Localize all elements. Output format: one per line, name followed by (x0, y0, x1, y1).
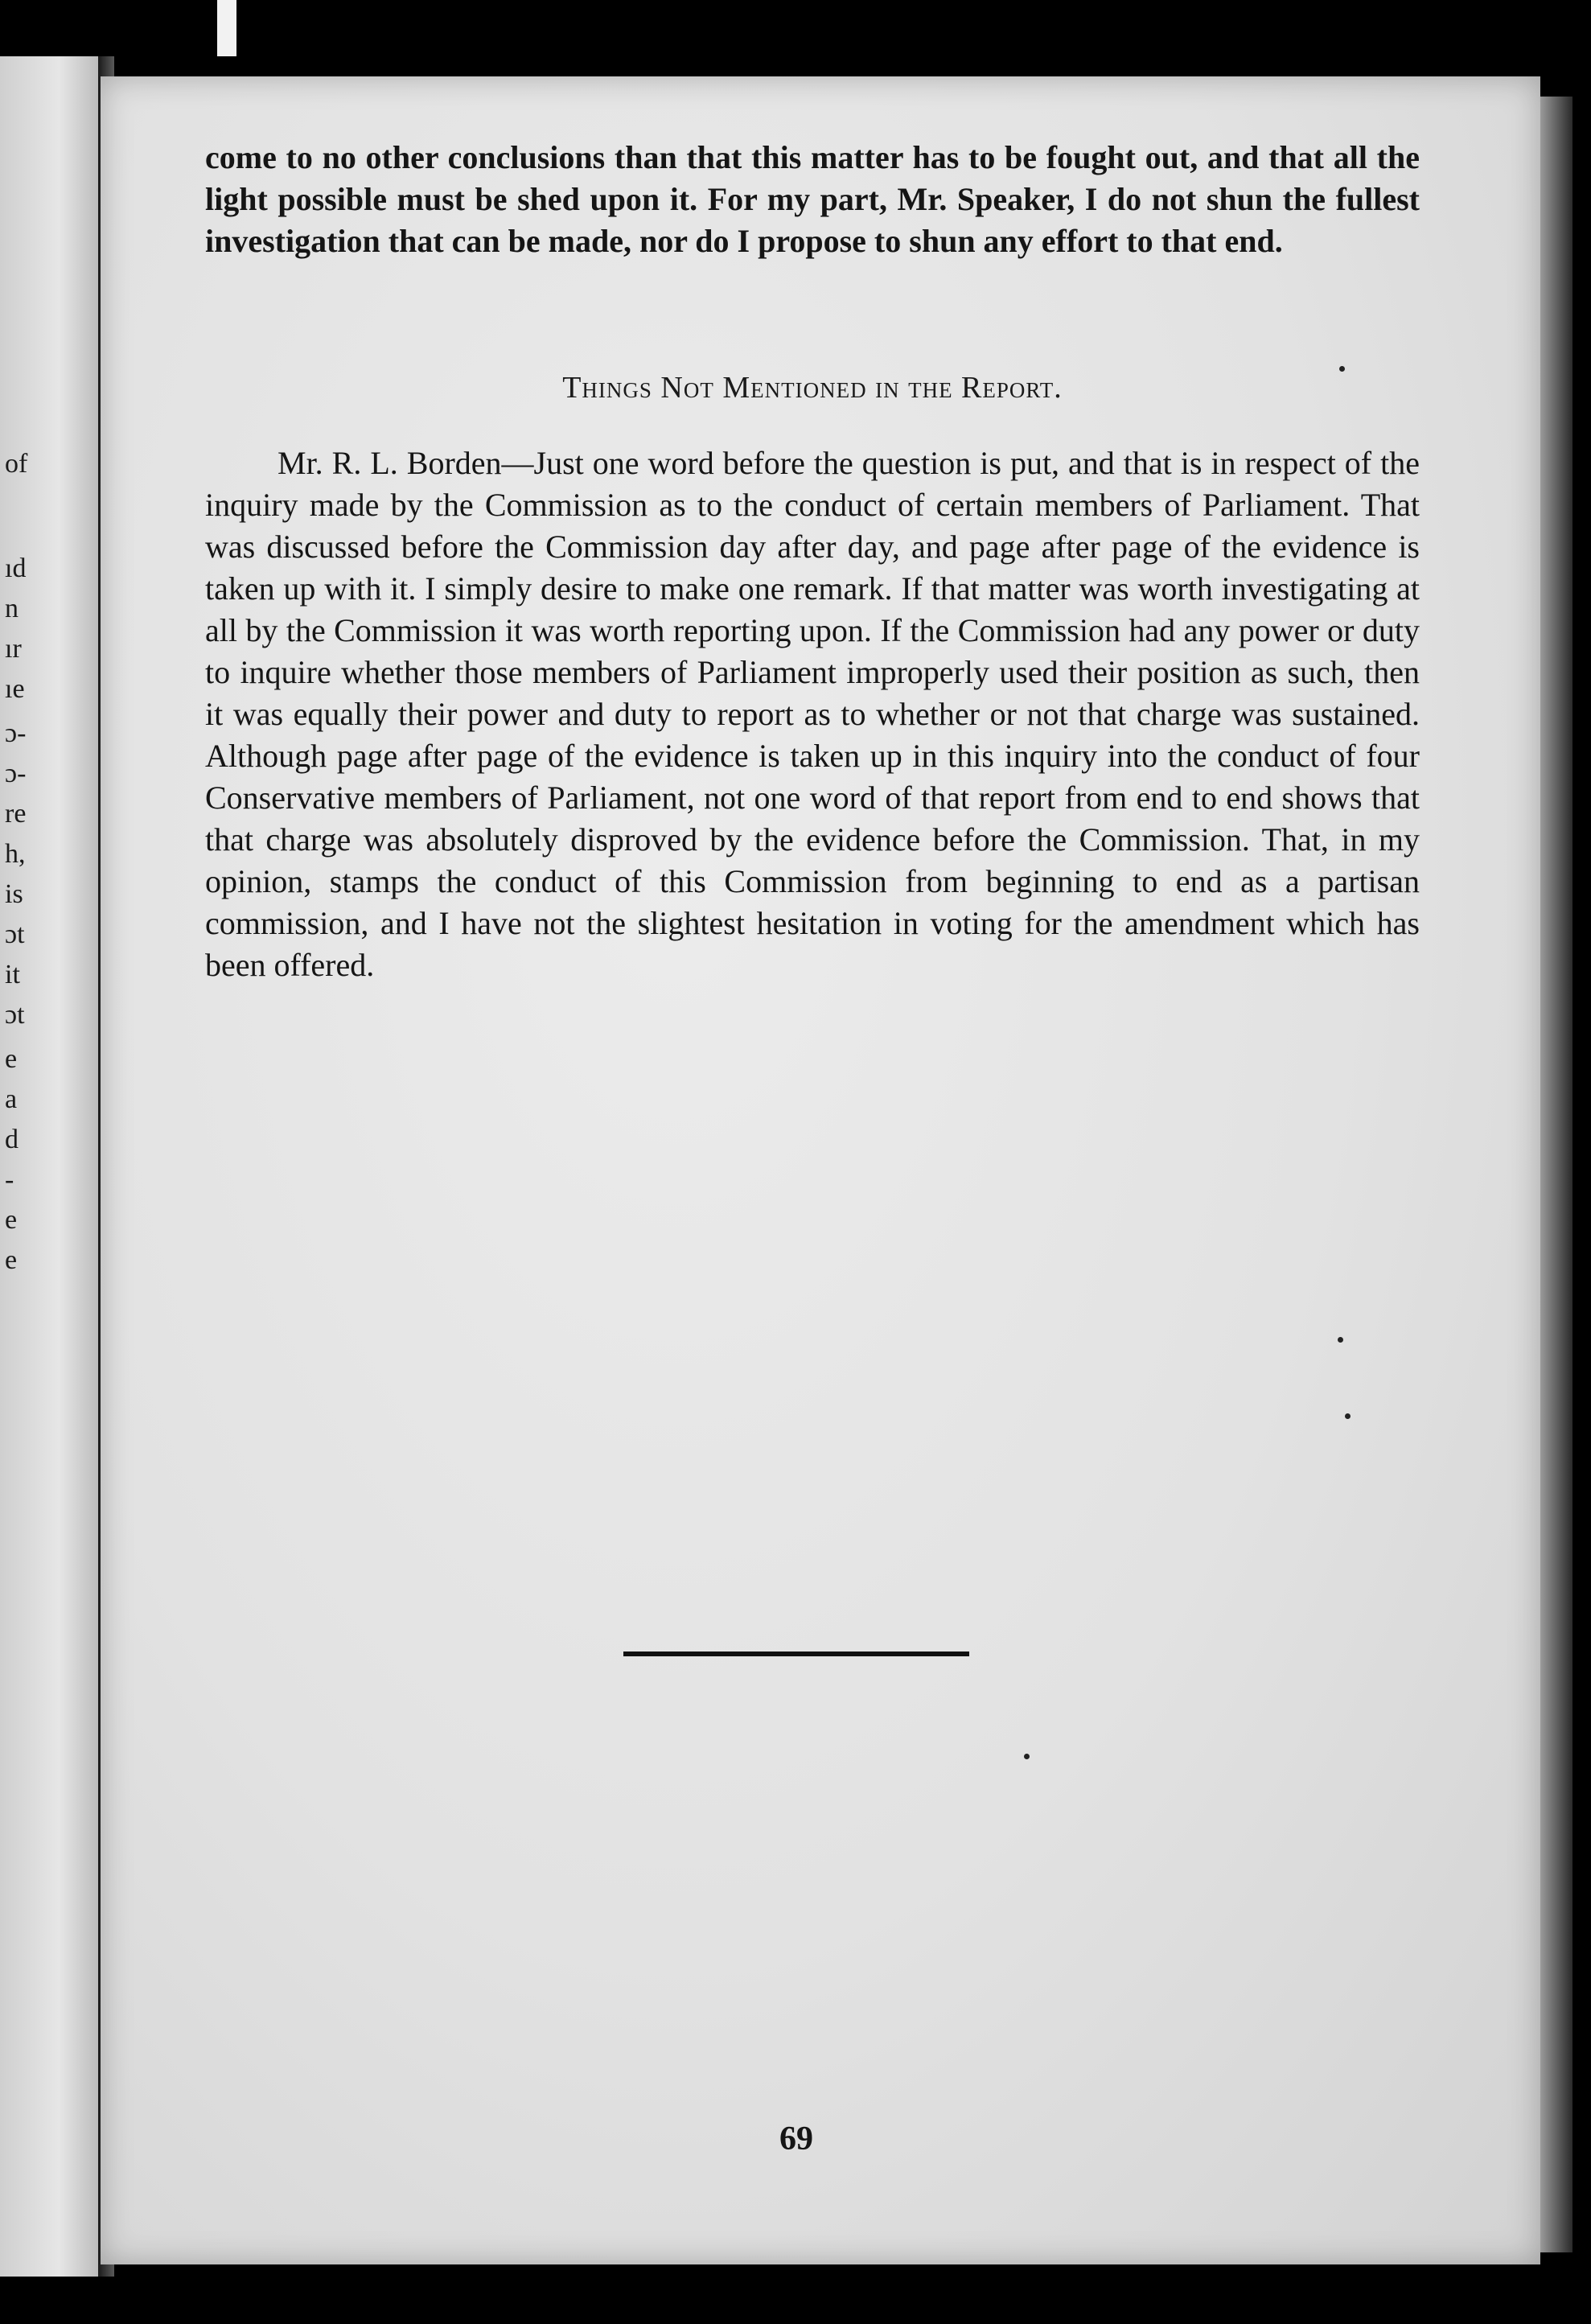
left-fragment: ɔ- (5, 759, 27, 788)
page-number: 69 (779, 2120, 813, 2157)
left-fragment: e (5, 1205, 18, 1235)
page-edge (1540, 97, 1572, 2252)
left-fragment: e (5, 1245, 18, 1275)
film-marker (217, 0, 236, 56)
left-fragment: ɔ- (5, 718, 27, 748)
left-fragment: ır (5, 634, 22, 664)
left-fragment: a (5, 1084, 18, 1114)
horizontal-rule (623, 1651, 969, 1656)
left-fragment: is (5, 879, 23, 909)
left-fragment: e (5, 1044, 18, 1074)
left-fragment: n (5, 594, 18, 623)
intro-paragraph: come to no other conclusions than that this matter has to be fought out, and that all the light possible must be shed upon it. For my part, Mr. Speaker, I do not shun the fullest investigation that can be made, nor do I propose to shun any effort to that end. (205, 139, 1420, 259)
speck (1338, 1337, 1343, 1343)
left-fragment: ıd (5, 553, 27, 583)
left-fragment: h, (5, 839, 26, 869)
left-fragment: of (5, 449, 28, 479)
left-fragment: - (5, 1165, 14, 1195)
left-fragment: ıe (5, 674, 25, 704)
left-fragment: ɔt (5, 919, 25, 949)
left-fragment: d (5, 1125, 18, 1154)
speck (1339, 366, 1345, 372)
section-heading: Things Not Mentioned in the Report. (562, 371, 1063, 405)
left-page-fragment (0, 56, 98, 2277)
speck (1345, 1413, 1350, 1419)
speck (1024, 1754, 1030, 1759)
left-fragment: it (5, 960, 20, 989)
left-fragment: ɔt (5, 1000, 25, 1030)
left-fragment: re (5, 799, 27, 829)
body-paragraph: Mr. R. L. Borden—Just one word before the question is put, and that is in respect of the inquiry made by the Commission as to the conduct of certain members of Parliament. That was discussed before the Commission day after day, and page after page of the evidence is taken up with it. I simply desire to make one remark. If that matter was worth investigating at all by the Commission it was worth reporting upon. If the Commission had any power or duty to inquire whether those members of Parliament improperly used their position as such, then it was equally their power and duty to report as to whether or not that charge was sustained. Although page after page of the evidence is taken up in this inquiry into the conduct of four Conservative members of Parliament, not one word of that report from end to end shows that that charge was absolutely disproved by the evidence before the Commission. That, in my opinion, stamps the conduct of this Commission from beginning to end as a partisan commission, and I have not the slightest hesitation in voting for the amendment which has been offered. (205, 445, 1420, 983)
